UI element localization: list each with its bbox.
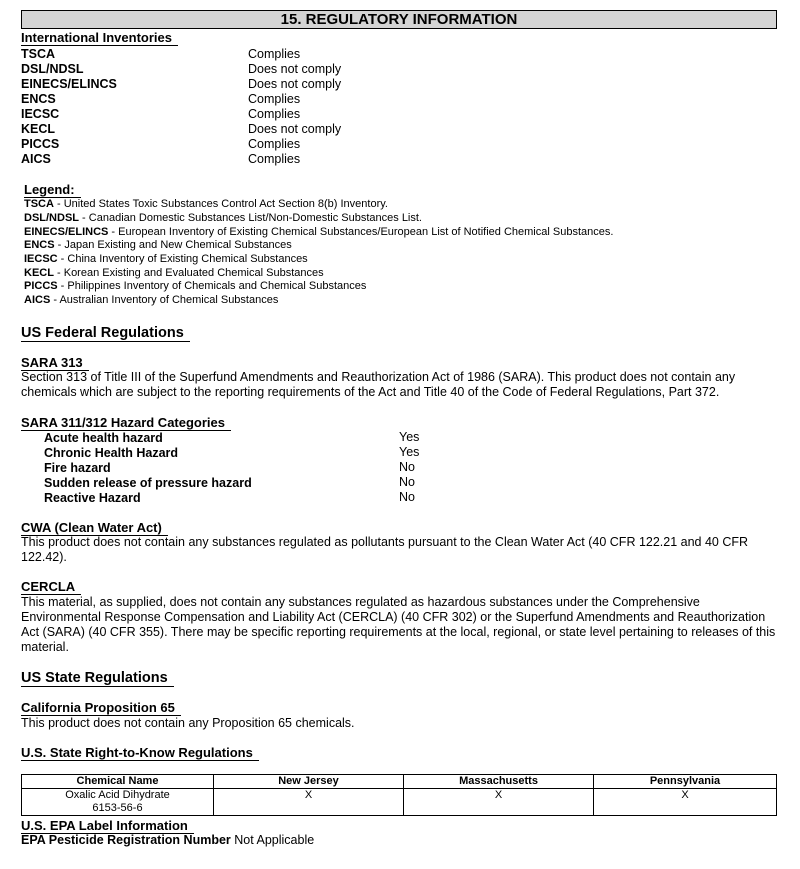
rtk-heading: U.S. State Right-to-Know Regulations [21, 746, 259, 761]
legend-item [24, 253, 308, 266]
epa-row [21, 833, 314, 848]
hazard-value: No [399, 475, 415, 489]
section-title: 15. REGULATORY INFORMATION [21, 10, 777, 29]
sara313-text: Section 313 of Title III of the Superfund Amendments and Reauthorization Act of 1986 (SARA). This product does not contain any chemicals which are subject to the reporting requirements of the Act and Title 40 of the Code of Federal Regulations, Part 372. [21, 370, 736, 399]
legend-abbr: KECL [24, 267, 54, 279]
us-federal-heading: US Federal Regulations [21, 325, 190, 342]
cercla-text: This material, as supplied, does not contain any substances regulated as hazardous substances under the Comprehensive Environmental Response Compensation and Liability Act (CERCLA) (40 CFR 302) or the Superfund Amendments and Reauthorization Act (SARA) (40 CFR 355). There may be specific reporting requirements at the local, regional, or state level pertaining to releases of this material. [21, 595, 776, 654]
legend-desc: - China Inventory of Existing Chemical Substances [57, 253, 308, 265]
inventory-name: TSCA [21, 47, 56, 61]
rtk-col-ma: Massachusetts [404, 775, 594, 789]
prop65-heading: California Proposition 65 [21, 701, 181, 716]
legend-item [24, 212, 422, 225]
rtk-ma-cell: X [404, 789, 594, 816]
inventory-row [21, 137, 301, 152]
rtk-chemical-cell [22, 789, 214, 816]
epa-heading: U.S. EPA Label Information [21, 819, 194, 834]
legend-abbr: PICCS [24, 280, 58, 292]
us-state-heading: US State Regulations [21, 670, 174, 687]
legend-desc: - Philippines Inventory of Chemicals and Chemical Substances [57, 280, 367, 292]
legend-desc: - Japan Existing and New Chemical Substances [54, 239, 292, 251]
hazard-value: Yes [399, 445, 420, 459]
inventory-status: Complies [248, 107, 301, 121]
inventory-status: Complies [248, 137, 301, 151]
legend-item [24, 294, 278, 307]
legend-desc: - Australian Inventory of Chemical Substances [50, 294, 279, 306]
epa-label: EPA Pesticide Registration Number [21, 833, 231, 847]
inventory-name: IECSC [21, 107, 60, 121]
legend-abbr: TSCA [24, 198, 54, 210]
legend-abbr: AICS [24, 294, 51, 306]
legend-desc: - European Inventory of Existing Chemical Substances/European List of Notified Chemical Substances. [108, 226, 614, 238]
hazard-value: No [399, 490, 415, 504]
legend-desc: - Canadian Domestic Substances List/Non-Domestic Substances List. [79, 212, 422, 224]
rtk-pa-cell: X [594, 789, 777, 816]
legend-abbr: ENCS [24, 239, 55, 251]
inventory-name: DSL/NDSL [21, 62, 84, 76]
cwa-text: This product does not contain any substances regulated as pollutants pursuant to the Clean Water Act (40 CFR 122.21 and 40 CFR 122.42). [21, 535, 749, 564]
legend-item [24, 280, 366, 293]
inventory-status: Complies [248, 152, 301, 166]
rtk-header-row [22, 775, 777, 789]
sara311-heading: SARA 311/312 Hazard Categories [21, 416, 231, 431]
inventories-heading: International Inventories [21, 31, 178, 46]
inventory-row [21, 152, 301, 167]
cwa-heading: CWA (Clean Water Act) [21, 521, 168, 536]
table-row [22, 789, 777, 816]
legend-desc: - United States Toxic Substances Control Act Section 8(b) Inventory. [53, 198, 388, 210]
hazard-name: Chronic Health Hazard [44, 446, 179, 460]
hazard-value: No [399, 460, 415, 474]
legend-abbr: DSL/NDSL [24, 212, 79, 224]
hazard-name: Reactive Hazard [44, 491, 141, 505]
legend-abbr: IECSC [24, 253, 58, 265]
prop65-text: This product does not contain any Proposition 65 chemicals. [21, 716, 355, 730]
legend-item [24, 267, 324, 280]
inventory-row [21, 77, 342, 92]
inventory-row [21, 92, 301, 107]
inventory-row [21, 107, 301, 122]
inventory-name: EINECS/ELINCS [21, 77, 117, 91]
rtk-table [21, 774, 777, 816]
legend-item [24, 226, 613, 239]
rtk-col-pa: Pennsylvania [594, 775, 777, 789]
inventory-row [21, 47, 301, 62]
legend-abbr: EINECS/ELINCS [24, 226, 109, 238]
inventory-status: Does not comply [248, 77, 342, 91]
cercla-heading: CERCLA [21, 580, 81, 595]
legend-desc: - Korean Existing and Evaluated Chemical Substances [53, 267, 324, 279]
inventory-name: PICCS [21, 137, 60, 151]
inventory-status: Does not comply [248, 122, 342, 136]
inventory-status: Does not comply [248, 62, 342, 76]
rtk-col-chemical: Chemical Name [22, 775, 214, 789]
inventory-name: KECL [21, 122, 56, 136]
legend-item [24, 198, 388, 211]
hazard-name: Acute health hazard [44, 431, 163, 445]
chemical-name: Oxalic Acid Dihydrate [65, 789, 170, 801]
sara313-heading: SARA 313 [21, 356, 89, 371]
cas-number: 6153-56-6 [92, 802, 143, 814]
inventory-status: Complies [248, 92, 301, 106]
rtk-col-nj: New Jersey [214, 775, 404, 789]
inventory-row [21, 122, 342, 137]
legend-item [24, 239, 292, 252]
legend-heading: Legend: [24, 183, 81, 198]
hazard-value: Yes [399, 430, 420, 444]
rtk-nj-cell: X [214, 789, 404, 816]
hazard-name: Fire hazard [44, 461, 111, 475]
hazard-name: Sudden release of pressure hazard [44, 476, 252, 490]
inventory-name: AICS [21, 152, 51, 166]
inventory-row [21, 62, 342, 77]
inventory-status: Complies [248, 47, 301, 61]
inventory-name: ENCS [21, 92, 56, 106]
epa-value: Not Applicable [234, 833, 315, 847]
